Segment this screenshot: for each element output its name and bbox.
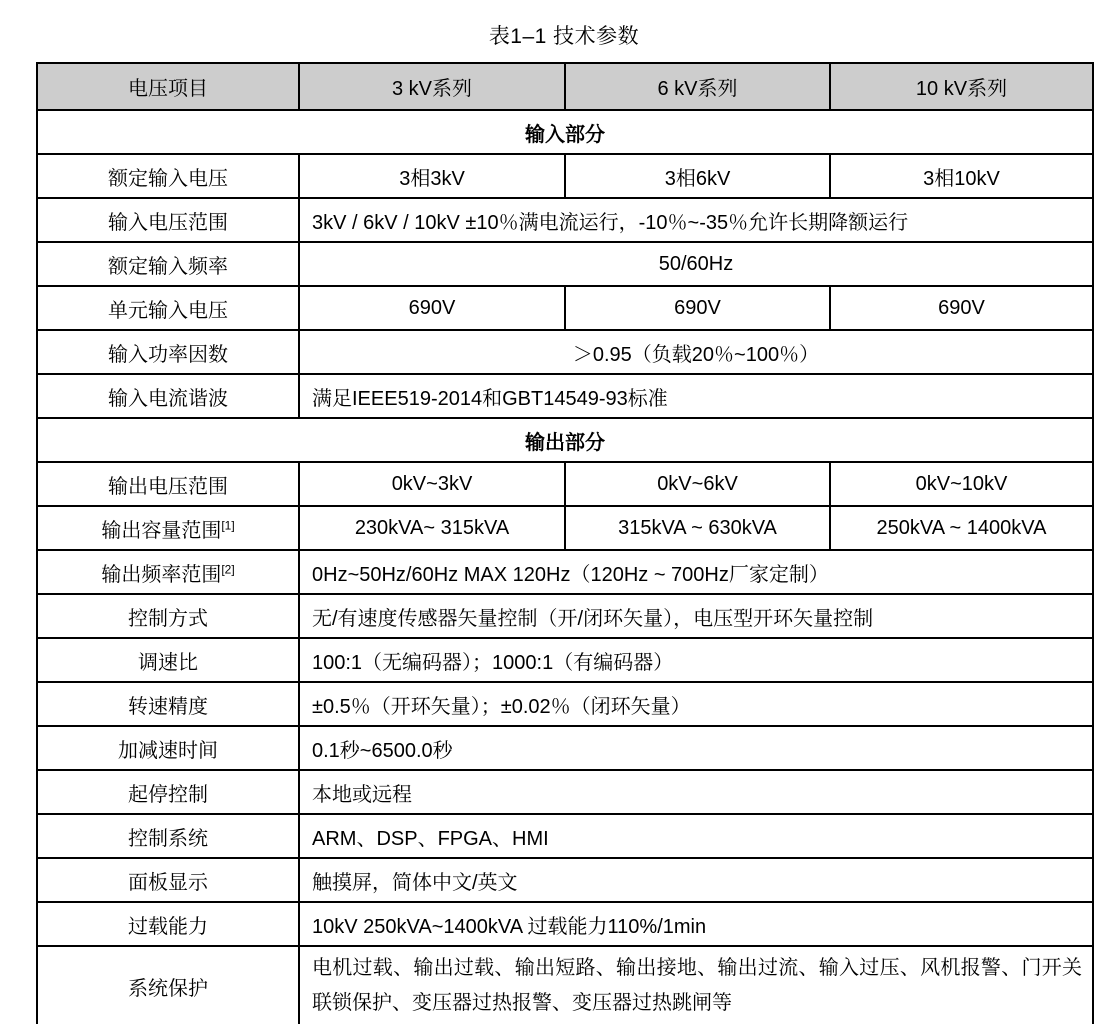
table-row — [37, 902, 1093, 946]
value-cell — [299, 374, 1093, 418]
value-cell-text: ±0.5％（开环矢量）；±0.02％（闭环矢量） — [312, 695, 691, 718]
value-cell — [299, 154, 565, 198]
value-cell-text: 触摸屏，简体中文/英文 — [312, 871, 518, 894]
row-label-cell-text: 输入功率因数 — [108, 343, 228, 366]
value-cell — [830, 286, 1093, 330]
value-cell — [299, 198, 1093, 242]
value-cell — [565, 286, 830, 330]
value-cell — [830, 154, 1093, 198]
value-cell-text: 3kV / 6kV / 10kV ±10％满电流运行，-10％~-35％允许长期降额运行 — [312, 211, 909, 234]
row-label-cell — [37, 330, 299, 374]
footnote-marker: [2] — [221, 561, 235, 576]
row-label-cell-text: 调速比 — [138, 651, 198, 674]
row-label-cell-text: 起停控制 — [128, 783, 208, 806]
value-cell-text: 230kVA~ 315kVA — [354, 516, 510, 539]
table-row — [37, 770, 1093, 814]
table-row — [37, 682, 1093, 726]
row-label-cell — [37, 946, 299, 1024]
row-label-cell — [37, 594, 299, 638]
row-label-cell — [37, 506, 299, 550]
row-label-cell — [37, 858, 299, 902]
header-cell-text: 10 kV系列 — [915, 78, 1008, 100]
value-cell-text: 690V — [408, 296, 456, 319]
header-cell-text: 6 kV系列 — [657, 78, 738, 100]
value-cell — [565, 506, 830, 550]
row-label-cell — [37, 286, 299, 330]
row-label-cell — [37, 198, 299, 242]
value-cell — [299, 462, 565, 506]
table-row — [37, 242, 1093, 286]
value-cell-text: 100:1（无编码器）；1000:1（有编码器） — [312, 651, 674, 674]
row-label-cell — [37, 242, 299, 286]
value-cell-text: 690V — [938, 296, 985, 319]
value-cell — [299, 550, 1093, 594]
row-label-cell-text: 转速精度 — [128, 695, 208, 718]
value-cell — [299, 726, 1093, 770]
header-cell — [565, 63, 830, 110]
row-label-cell-text: 面板显示 — [128, 871, 208, 894]
row-label-cell-text: 过载能力 — [128, 915, 208, 938]
value-cell-text: 3相3kV — [399, 167, 465, 190]
row-label-cell-text: 控制方式 — [128, 607, 208, 630]
row-label-cell — [37, 462, 299, 506]
header-cell — [37, 63, 299, 110]
header-cell-text: 电压项目 — [128, 78, 208, 100]
table-row — [37, 374, 1093, 418]
footnote-marker: [1] — [221, 517, 235, 532]
row-label-cell — [37, 770, 299, 814]
value-cell — [299, 286, 565, 330]
row-label-cell-text: 输入电流谐波 — [108, 387, 228, 410]
row-label-cell-text: 输出电压范围 — [108, 475, 228, 498]
value-cell — [299, 770, 1093, 814]
value-cell — [565, 154, 830, 198]
table-row — [37, 550, 1093, 594]
table-row — [37, 462, 1093, 506]
value-cell-text: 50/60Hz — [658, 252, 734, 275]
table-row — [37, 814, 1093, 858]
value-cell-text: 0kV~6kV — [657, 472, 738, 495]
spec-table — [36, 62, 1094, 1024]
table-row — [37, 506, 1093, 550]
value-cell — [299, 506, 565, 550]
table-row — [37, 946, 1093, 1024]
value-cell-text: 3相10kV — [923, 167, 1000, 190]
table-caption: 表1–1 技术参数 — [488, 25, 640, 48]
value-cell-text: 250kVA ~ 1400kVA — [876, 516, 1047, 539]
section-header-cell — [37, 418, 1093, 462]
value-cell-text: 无/有速度传感器矢量控制（开/闭环矢量），电压型开环矢量控制 — [312, 607, 874, 630]
value-cell-text: 0.1秒~6500.0秒 — [312, 739, 453, 762]
spec-table-body — [37, 63, 1093, 1024]
row-label-cell-text: 输出频率范围 — [101, 563, 222, 586]
value-cell-text: 电机过载、输出过载、输出短路、输出接地、输出过流、输入过压、风机报警、门开关联锁保护、变压器过热报警、变压器过热跳闸等 — [312, 957, 1082, 1014]
row-label-cell — [37, 638, 299, 682]
header-cell — [299, 63, 565, 110]
value-cell-text: ＞0.95（负载20％~100％） — [572, 343, 820, 366]
row-label-cell-text: 系统保护 — [128, 977, 208, 1000]
value-cell-text: 本地或远程 — [312, 783, 412, 806]
row-label-cell — [37, 726, 299, 770]
value-cell — [299, 814, 1093, 858]
table-row — [37, 330, 1093, 374]
row-label-cell-text: 控制系统 — [128, 827, 208, 850]
section-header-cell — [37, 110, 1093, 154]
section-row — [37, 110, 1093, 154]
table-row — [37, 726, 1093, 770]
table-row — [37, 594, 1093, 638]
section-row — [37, 418, 1093, 462]
row-label-cell — [37, 902, 299, 946]
row-label-cell-text: 输出容量范围 — [101, 519, 222, 542]
value-cell-text: 0kV~10kV — [915, 472, 1008, 495]
row-label-cell — [37, 374, 299, 418]
section-header-cell-text: 输入部分 — [525, 123, 605, 146]
value-cell — [299, 902, 1093, 946]
table-row — [37, 198, 1093, 242]
row-label-cell-text: 额定输入电压 — [108, 167, 228, 190]
value-cell — [565, 462, 830, 506]
row-label-cell — [37, 682, 299, 726]
value-cell-text: 315kVA ~ 630kVA — [618, 516, 777, 539]
row-label-cell-text: 输入电压范围 — [108, 211, 228, 234]
row-label-cell-text: 额定输入频率 — [108, 255, 228, 278]
table-row — [37, 638, 1093, 682]
table-row — [37, 286, 1093, 330]
value-cell — [299, 682, 1093, 726]
value-cell — [830, 462, 1093, 506]
value-cell — [830, 506, 1093, 550]
value-cell — [299, 858, 1093, 902]
value-cell-text: 10kV 250kVA~1400kVA 过载能力110%/1min — [312, 915, 707, 938]
row-label-cell — [37, 814, 299, 858]
header-cell — [830, 63, 1093, 110]
row-label-cell — [37, 550, 299, 594]
value-cell-text: 0Hz~50Hz/60Hz MAX 120Hz（120Hz ~ 700Hz厂家定制） — [312, 563, 829, 586]
value-cell-text: 0kV~3kV — [391, 472, 473, 495]
value-cell — [299, 242, 1093, 286]
table-row — [37, 858, 1093, 902]
value-cell — [299, 946, 1093, 1024]
header-cell-text: 3 kV系列 — [391, 78, 473, 100]
value-cell — [299, 638, 1093, 682]
value-cell-text: 满足IEEE519-2014和GBT14549-93标准 — [312, 387, 668, 410]
value-cell-text: ARM、DSP、FPGA、HMI — [312, 827, 549, 850]
value-cell — [299, 330, 1093, 374]
row-label-cell — [37, 154, 299, 198]
row-label-cell-text: 加减速时间 — [118, 739, 218, 762]
table-row — [37, 154, 1093, 198]
value-cell — [299, 594, 1093, 638]
row-label-cell-text: 单元输入电压 — [108, 299, 228, 322]
value-cell-text: 3相6kV — [664, 167, 731, 190]
section-header-cell-text: 输出部分 — [525, 431, 605, 454]
value-cell-text: 690V — [674, 296, 721, 319]
header-row — [37, 63, 1093, 110]
